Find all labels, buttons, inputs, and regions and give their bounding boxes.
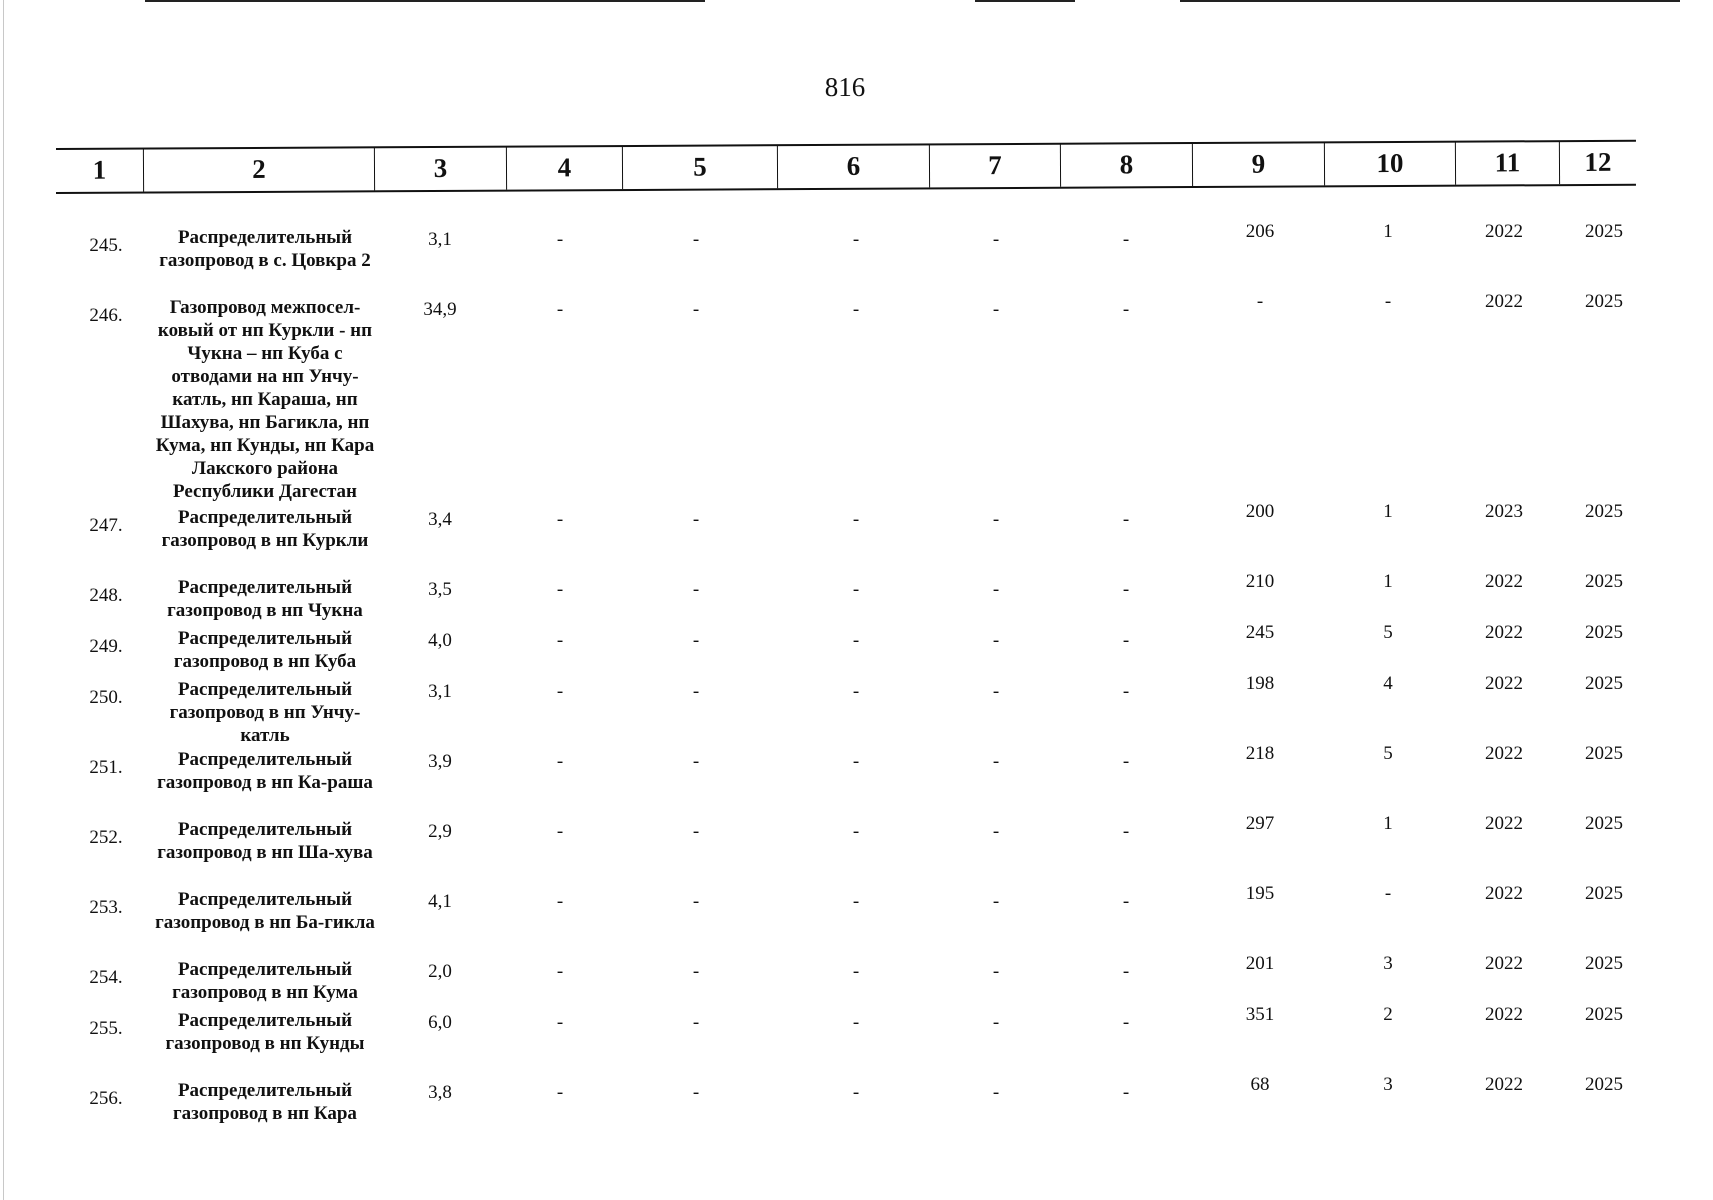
row-end-year: 2025 <box>1585 291 1623 312</box>
row-col-6: - <box>852 579 860 600</box>
row-col-10: 1 <box>1383 221 1393 242</box>
row-start-year: 2022 <box>1485 953 1523 974</box>
row-length: 4,1 <box>428 891 452 912</box>
row-start-year: 2022 <box>1485 1074 1523 1095</box>
row-object-name: Распределительный газопровод в нп Унчу-катль <box>169 679 361 746</box>
row-col-6: - <box>852 821 860 842</box>
row-object-name: Распределительный газопровод в нп Куркли <box>161 507 369 551</box>
row-number: 248. <box>89 585 123 606</box>
row-col-7: - <box>992 751 1000 772</box>
row-col-10: 1 <box>1383 501 1393 522</box>
row-col-8: - <box>1122 579 1130 600</box>
row-number: 251. <box>89 757 123 778</box>
row-start-year: 2023 <box>1485 501 1523 522</box>
row-number: 252. <box>89 827 123 848</box>
row-col-10: 1 <box>1383 571 1393 592</box>
row-col-10: 3 <box>1383 953 1393 974</box>
row-col-9: 351 <box>1245 1004 1275 1025</box>
row-end-year: 2025 <box>1585 953 1623 974</box>
row-col-5: - <box>692 509 700 530</box>
row-col-10: - <box>1384 291 1392 312</box>
row-col-8: - <box>1122 630 1130 651</box>
row-col-5: - <box>692 751 700 772</box>
row-col-8: - <box>1122 299 1130 320</box>
row-number: 256. <box>89 1088 123 1109</box>
row-col-7: - <box>992 821 1000 842</box>
row-col-4: - <box>556 891 564 912</box>
row-col-4: - <box>556 681 564 702</box>
row-col-9: 210 <box>1245 571 1275 592</box>
header-col-2: 2 <box>144 147 375 191</box>
row-col-10: 5 <box>1383 622 1393 643</box>
row-number: 245. <box>89 235 123 256</box>
row-col-9: 68 <box>1250 1074 1270 1095</box>
row-col-6: - <box>852 1012 860 1033</box>
row-object-name: Распределительный газопровод в нп Кунды <box>165 1010 365 1054</box>
row-col-10: 5 <box>1383 743 1393 764</box>
header-col-3: 3 <box>375 147 507 191</box>
row-col-7: - <box>992 961 1000 982</box>
row-end-year: 2025 <box>1585 813 1623 834</box>
row-col-4: - <box>556 630 564 651</box>
row-object-name: Распределительный газопровод в нп Ша-хува <box>157 819 373 863</box>
row-number: 253. <box>89 897 123 918</box>
row-length: 2,0 <box>428 961 452 982</box>
row-col-8: - <box>1122 821 1130 842</box>
row-number: 250. <box>89 687 123 708</box>
row-col-9: 297 <box>1245 813 1275 834</box>
row-end-year: 2025 <box>1585 1074 1623 1095</box>
row-length: 4,0 <box>428 630 452 651</box>
row-col-8: - <box>1122 681 1130 702</box>
row-object-name: Распределительный газопровод в нп Ка-раша <box>157 749 373 793</box>
row-object-name: Распределительный газопровод в нп Куба <box>173 628 357 672</box>
row-start-year: 2022 <box>1485 743 1523 764</box>
row-col-5: - <box>692 1012 700 1033</box>
row-end-year: 2025 <box>1585 1004 1623 1025</box>
row-number: 255. <box>89 1018 123 1039</box>
row-number: 246. <box>89 305 123 326</box>
row-col-7: - <box>992 509 1000 530</box>
row-end-year: 2025 <box>1585 501 1623 522</box>
row-end-year: 2025 <box>1585 673 1623 694</box>
page-number: 816 <box>824 72 866 102</box>
row-col-6: - <box>852 891 860 912</box>
row-object-name: Распределительный газопровод в нп Кара <box>173 1080 357 1124</box>
row-col-9: 245 <box>1245 622 1275 643</box>
row-col-8: - <box>1122 891 1130 912</box>
row-start-year: 2022 <box>1485 291 1523 312</box>
row-col-7: - <box>992 1082 1000 1103</box>
row-col-5: - <box>692 961 700 982</box>
row-col-6: - <box>852 299 860 320</box>
header-col-5: 5 <box>623 145 778 189</box>
row-start-year: 2022 <box>1485 813 1523 834</box>
row-start-year: 2022 <box>1485 571 1523 592</box>
header-col-6: 6 <box>778 144 930 188</box>
row-col-6: - <box>852 509 860 530</box>
row-col-8: - <box>1122 1012 1130 1033</box>
row-col-4: - <box>556 579 564 600</box>
row-col-5: - <box>692 579 700 600</box>
header-col-11: 11 <box>1456 141 1560 185</box>
row-start-year: 2022 <box>1485 883 1523 904</box>
row-col-4: - <box>556 751 564 772</box>
row-col-4: - <box>556 299 564 320</box>
row-length: 6,0 <box>428 1012 452 1033</box>
row-col-10: 2 <box>1383 1004 1393 1025</box>
row-col-7: - <box>992 891 1000 912</box>
row-col-6: - <box>852 961 860 982</box>
row-length: 3,4 <box>428 509 452 530</box>
row-end-year: 2025 <box>1585 743 1623 764</box>
row-col-7: - <box>992 1012 1000 1033</box>
row-col-6: - <box>852 229 860 250</box>
row-col-8: - <box>1122 229 1130 250</box>
row-col-5: - <box>692 1082 700 1103</box>
header-col-9: 9 <box>1193 142 1325 186</box>
row-col-8: - <box>1122 1082 1130 1103</box>
row-length: 3,8 <box>428 1082 452 1103</box>
row-col-4: - <box>556 1082 564 1103</box>
row-col-4: - <box>556 229 564 250</box>
row-col-7: - <box>992 681 1000 702</box>
row-col-5: - <box>692 681 700 702</box>
row-col-5: - <box>692 229 700 250</box>
row-col-8: - <box>1122 751 1130 772</box>
row-col-7: - <box>992 579 1000 600</box>
row-end-year: 2025 <box>1585 622 1623 643</box>
row-number: 254. <box>89 967 123 988</box>
row-col-9: 206 <box>1245 221 1275 242</box>
row-col-5: - <box>692 299 700 320</box>
row-col-8: - <box>1122 509 1130 530</box>
row-length: 3,5 <box>428 579 452 600</box>
row-col-6: - <box>852 681 860 702</box>
row-col-9: 218 <box>1245 743 1275 764</box>
header-col-10: 10 <box>1325 142 1456 186</box>
row-object-name: Распределительный газопровод в с. Цовкра 2 <box>159 227 371 271</box>
row-col-9: 201 <box>1245 953 1275 974</box>
row-object-name: Распределительный газопровод в нп Ба-гикла <box>155 889 375 933</box>
row-start-year: 2022 <box>1485 622 1523 643</box>
row-col-6: - <box>852 751 860 772</box>
header-col-4: 4 <box>507 146 623 190</box>
row-col-9: - <box>1256 291 1264 312</box>
row-col-7: - <box>992 229 1000 250</box>
row-object-name: Распределительный газопровод в нп Чукна <box>167 577 363 621</box>
row-col-4: - <box>556 821 564 842</box>
row-col-10: 3 <box>1383 1074 1393 1095</box>
row-col-7: - <box>992 299 1000 320</box>
row-col-7: - <box>992 630 1000 651</box>
row-start-year: 2022 <box>1485 1004 1523 1025</box>
row-col-5: - <box>692 891 700 912</box>
row-number: 247. <box>89 515 123 536</box>
row-col-4: - <box>556 1012 564 1033</box>
row-length: 2,9 <box>428 821 452 842</box>
row-col-10: 4 <box>1383 673 1393 694</box>
row-col-4: - <box>556 509 564 530</box>
row-length: 3,1 <box>428 681 452 702</box>
row-col-4: - <box>556 961 564 982</box>
row-length: 3,9 <box>428 751 452 772</box>
row-col-6: - <box>852 1082 860 1103</box>
row-start-year: 2022 <box>1485 221 1523 242</box>
row-start-year: 2022 <box>1485 673 1523 694</box>
row-col-9: 200 <box>1245 501 1275 522</box>
row-object-name: Распределительный газопровод в нп Кума <box>172 959 358 1003</box>
row-col-10: 1 <box>1383 813 1393 834</box>
row-object-name: Газопровод межпосел-ковый от нп Куркли - нп Чукна – нп Куба с отводами на нп Унчу-катль, нп Караша, нп Шахува, нп Багикла, нп Кума, нп Кунды, нп Кара Лакского района Республики Дагестан <box>155 297 375 502</box>
header-col-8: 8 <box>1061 143 1193 187</box>
header-col-1: 1 <box>56 149 144 192</box>
row-col-8: - <box>1122 961 1130 982</box>
row-col-9: 195 <box>1245 883 1275 904</box>
row-col-10: - <box>1384 883 1392 904</box>
row-end-year: 2025 <box>1585 883 1623 904</box>
row-col-5: - <box>692 821 700 842</box>
row-length: 34,9 <box>423 299 457 320</box>
row-end-year: 2025 <box>1585 221 1623 242</box>
row-end-year: 2025 <box>1585 571 1623 592</box>
row-col-5: - <box>692 630 700 651</box>
header-col-12: 12 <box>1584 146 1612 177</box>
row-length: 3,1 <box>428 229 452 250</box>
row-col-6: - <box>852 630 860 651</box>
header-col-7: 7 <box>930 144 1061 188</box>
row-col-9: 198 <box>1245 673 1275 694</box>
row-number: 249. <box>89 636 123 657</box>
